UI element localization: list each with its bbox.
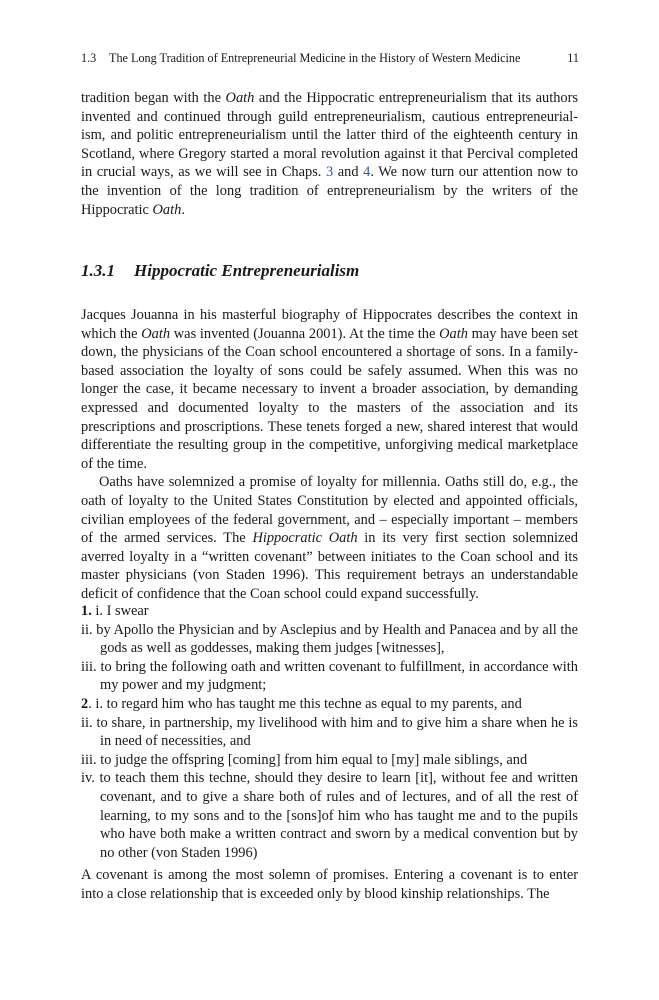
list-item [81,695,578,714]
running-head-title-group [81,50,520,66]
para1-text-b: was invented (Jouanna 2001). At the time the [170,325,440,342]
list-item [81,714,578,751]
list-item-text: ii. by Apollo the Physician and by Asclepius and by Health and Panacea and by all the gods as well as goddesses, making them judges [witnesses], [81,621,578,657]
list-number-2: 2 [81,695,89,712]
section-heading [81,260,359,282]
chapter-4-link[interactable]: 4 [363,164,371,181]
hippocratic-oath-italic: Hippocratic Oath [252,530,358,547]
intro-paragraph [81,89,578,219]
oath-italic: Oath [225,90,255,106]
list-number-1: 1. [81,603,92,619]
list-item-text: i. I swear [91,603,149,619]
intro-text-3: . We now turn our attention now to the invention of the long tradition of entrepreneurialism by the writers of the Hippocratic [81,164,578,218]
chapter-3-link[interactable]: 3 [325,164,334,181]
list-item-text: . i. to regard him who has taught me this techne as equal to my parents, and [88,695,522,712]
list-item-text: iii. to bring the following oath and written covenant to fulfillment, in accordance with my power and my judgment; [81,658,578,694]
intro-and: and [333,164,364,181]
oath-italic: Oath [141,325,171,342]
list-item [81,751,578,770]
list-item-text: iv. to teach them this techne, should they desire to learn [it], without fee and written covenant, and to give a share both of rules and of lectures, and of all the rest of learning, to my sons and to the [sons]of him who has taught me and to the pupils who have both make a written contract and sworn by a medical convention but by no other (von Staden 1996) [81,770,578,861]
oath-italic: Oath [152,201,182,218]
intro-text-2: and the Hippocratic entrepreneurialism that its authors invented and continued through guild entrepreneurialism, cautious entrepreneurialism, and politic entrepreneurialism until the latter third of the eighteenth century in Scotland, where Gregory started a moral revolution against it that Percival completed in crucial ways, as we will see in Chaps. [81,90,578,181]
page-number: 11 [567,51,579,65]
para1-text-c: may have been set down, the physicians of the Coan school encountered a shortage of sons. In a family-based association the loyalty of sons could be safely assumed. When this was no longer the case, it became necessary to invent a broader association, by demanding expressed and documented loyalty to the masters of the association and its prescriptions and proscriptions. These tenets forged a new, shared interest that would differentiate the resulting group in the competitive, unforgiving medical marketplace of the time. [81,325,579,472]
list-item [81,602,578,621]
para1-text-a: Jacques Jouanna in his masterful biography of Hippocrates describes the context in which the [81,307,578,342]
closing-paragraph [81,866,578,903]
para2-text-b: in its very first section solemnized averred loyalty in a “written covenant” between initiates to the Coan school and its master physicians (von Staden 1996). This requirement betrays an understandable deficit of confidence that the Coan school could expand successfully. [81,530,578,602]
running-head-section: 1.3 [81,51,97,65]
body-text [81,306,578,604]
paragraph-jouanna [81,306,578,473]
oath-italic: Oath [439,325,468,342]
intro-text-1: tradition began with the [81,90,226,106]
section-heading-title: Hippocratic Entrepreneurialism [134,261,360,280]
list-item [81,769,578,862]
list-item-text: ii. to share, in partnership, my livelihood with him and to give him a share when he is in need of necessities, and [81,714,578,750]
closing-text: A covenant is among the most solemn of promises. Entering a covenant is to enter into a close relationship that is exceeded only by blood kinship relationships. The [81,867,578,902]
section-heading-number: 1.3.1 [81,261,115,280]
list-item [81,658,578,695]
running-head [81,50,579,66]
list-item [81,621,578,658]
oath-quotation-list [81,602,578,862]
list-item-text: iii. to judge the offspring [coming] from him equal to [my] male siblings, and [81,751,528,768]
intro-end: . [181,201,185,218]
paragraph-oaths [81,473,578,603]
running-head-title: The Long Tradition of Entrepreneurial Medicine in the History of Western Medicine [109,51,521,65]
para2-text-a: Oaths have solemnized a promise of loyalty for millennia. Oaths still do, e.g., the oath of loyalty to the United States Constitution by elected and appointed officials, civilian employees of the federal government, and – especially important – members of the armed services. The [81,474,578,547]
